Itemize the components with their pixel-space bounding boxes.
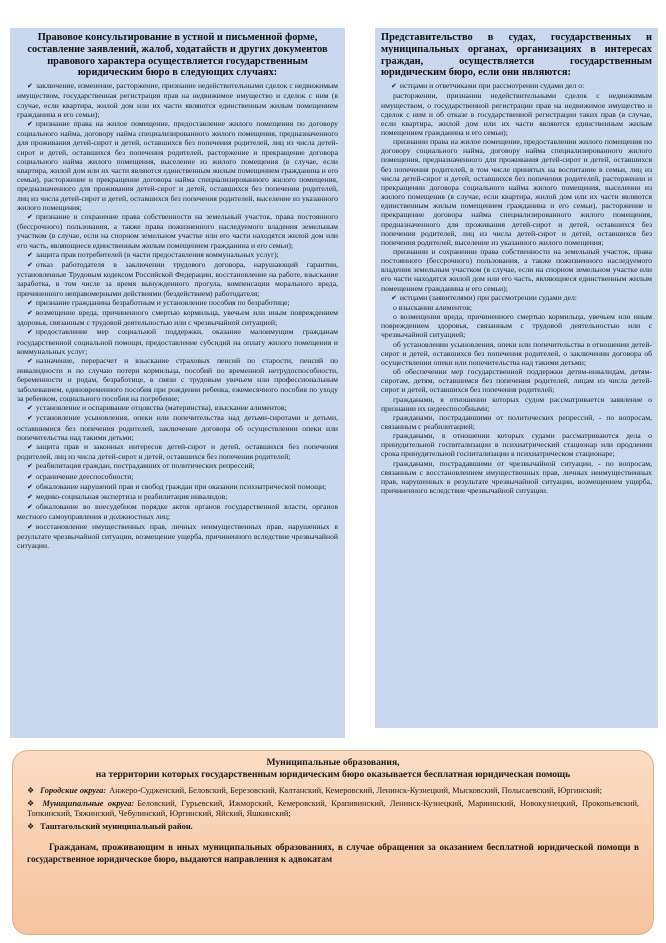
left-list-item-text: заключение, изменение, расторжение, признание недействительными сделок с недвижимым имуществом, государственная регистрация прав на недвижимое имущество и сделок с ним (в случае, если квартира, жилой дом или их части являются единственным жилым помещением гражданина и его семьи);	[17, 81, 338, 119]
left-list-item-text: ограничение дееспособности;	[35, 471, 134, 481]
left-list-item-text: медико-социальная экспертиза и реабилитация инвалидов;	[35, 491, 228, 501]
left-list-item	[17, 327, 338, 356]
checkmark-icon: ✔	[27, 492, 33, 501]
right-item-text: гражданами, в отношении которых судами рассматриваются дела о принудительной госпитализации в психиатрический стационар или продлении срока принудительной госпитализации в психиатрическом стационаре;	[381, 431, 652, 459]
left-column-title: Правовое консультирование в устной и письменной форме, составление заявлений, жалоб, ходатайств и других документов правового характера осуществляется государственным юридическим бюро в следующих случаях:	[27, 32, 328, 79]
municipality-bullet-text: Анжеро-Судженский, Беловский, Березовский, Калтанский, Кемеровский, Ленинск-Кузнецкий, Мысковский, Полысаевский, Юргинский;	[109, 786, 602, 795]
left-list-item-text: установление усыновления, опеки или попечительства над детьми-сиротами и детьми, оставшимися без попечения родителей, заключение договора об осуществлении опеки или попечительства над такими детьми;	[17, 413, 338, 442]
right-item-text: о возмещении вреда, причиненного смертью кормильца, увечьем или иным повреждением здоровья, связанным с трудовой деятельностью или с чрезвычайной ситуацией;	[381, 312, 652, 340]
right-sub-item	[381, 312, 652, 339]
left-list-item	[17, 442, 338, 461]
right-sub-item	[381, 413, 652, 431]
right-item-text: расторжении, признании недействительными сделок с недвижимым имуществом, о государственной регистрации прав на недвижимое имущество и сделок с ним и об отказе в государственной регистрации таких прав (в случае, если квартира, жилой дом или их части являются единственным жилым помещением гражданина и его семьи);	[381, 91, 652, 137]
municipalities-list	[27, 786, 639, 832]
left-list-item	[17, 461, 338, 471]
right-item-text: истцами (заявителями) при рассмотрении судами дел:	[399, 292, 577, 302]
right-sub-item	[381, 340, 652, 367]
right-sub-item	[381, 303, 652, 312]
right-item-text: об установлении усыновления, опеки или попечительства в отношении детей-сирот и детей, оставшихся без попечения родителей, о заключении договора об осуществлении опеки или попечительства над такими детьми;	[381, 339, 652, 367]
left-list-item	[17, 502, 338, 521]
left-list-item	[17, 482, 338, 492]
checkmark-icon: ✔	[391, 82, 397, 91]
checkmark-icon: ✔	[27, 472, 33, 481]
right-sub-item	[381, 91, 652, 137]
left-list-item	[17, 81, 338, 119]
checkmark-icon: ✔	[27, 522, 33, 531]
left-list-item	[17, 472, 338, 482]
left-list-item-text: обжалование во внесудебном порядке актов органов государственной власти, органов местного самоуправления и должностных лиц;	[17, 502, 338, 522]
right-items-list	[381, 81, 652, 495]
right-sub-item	[381, 367, 652, 394]
left-list-item	[17, 308, 338, 327]
left-list-item	[17, 492, 338, 502]
municipalities-panel	[12, 750, 654, 935]
checkmark-icon: ✔	[27, 414, 33, 423]
right-item-text: гражданами, пострадавшими от чрезвычайной ситуации, - по вопросам, связанным с восстановлением имущественных прав, личных неимущественных прав, нарушенных в результате чрезвычайной ситуации, возмещением ущерба, причиненного вследствие чрезвычайной ситуации.	[381, 458, 652, 496]
checkmark-icon: ✔	[27, 328, 33, 337]
left-list-item-text: обжалование нарушений прав и свобод граждан при оказании психиатрической помощи;	[35, 481, 327, 491]
left-list-item-text: предоставление мер социальной поддержки, оказание малоимущим гражданам государственной социальной помощи, предоставление субсидий на оплату жилого помещения и коммунальных услуг;	[17, 327, 338, 356]
municipality-bullet-label: Муниципальные округа:	[42, 798, 135, 808]
right-item-text: о взыскании алиментов;	[393, 302, 472, 312]
municipality-bullet-text: Таштагольский муниципальный район.	[40, 821, 193, 831]
checkmark-icon: ✔	[27, 404, 33, 413]
checkmark-icon: ✔	[27, 503, 33, 512]
left-list-item-text: признание гражданина безработным и установление пособия по безработице;	[35, 297, 290, 307]
checkmark-icon: ✔	[27, 482, 33, 491]
municipality-bullet	[27, 822, 639, 833]
left-list-item	[17, 413, 338, 442]
municipalities-title	[27, 757, 639, 780]
left-list-item-text: установление и оспаривание отцовства (материнства), взыскание алиментов;	[35, 403, 287, 413]
left-list-item-text: реабилитация граждан, пострадавших от политических репрессий;	[35, 461, 255, 471]
left-column-panel	[10, 28, 345, 738]
right-item-text: истцами и ответчиками при рассмотрении судами дел о:	[399, 81, 585, 91]
left-list-item-text: возмещение вреда, причиненного смертью кормильца, увечьем или иным повреждением здоровья, связанным с трудовой деятельностью или с чрезвычайной ситуацией;	[17, 308, 338, 328]
diamond-bullet-icon: ❖	[27, 821, 35, 831]
left-list-item	[17, 212, 338, 250]
right-item-text: гражданами, в отношении которых судом рассматривается заявление о признании их недееспособными;	[381, 394, 652, 413]
right-sub-item	[381, 459, 652, 496]
diamond-bullet-icon: ❖	[27, 786, 35, 795]
left-list-item-text: отказ работодателя в заключении трудового договора, нарушающий гарантии, установленные Трудовым кодексом Российской Федерации, восстановление на работе, взыскание заработка, в том числе за время вынужденного прогула, компенсации морального вреда, причиненного неправомерными действиями (бездействием) работодателя;	[17, 260, 338, 298]
left-list-item-text: защита прав потребителей (в части предоставления коммунальных услуг);	[35, 249, 279, 259]
left-list-item-text: защита прав и законных интересов детей-сирот и детей, оставшихся без попечения родителей, лиц из числа детей-сирот и детей, оставшихся без попечения родителей;	[17, 441, 338, 462]
municipality-bullet	[27, 786, 639, 797]
checkmark-icon: ✔	[27, 261, 33, 270]
referral-note: Гражданам, проживающим в иных муниципальных образованиях, в случае обращения за оказанием бесплатной юридической помощи в государственное юридическое бюро, выдаются направления к адвокатам	[27, 842, 639, 864]
right-list-item	[381, 293, 652, 303]
right-item-text: признании и сохранении права собственности на земельный участок, права постоянного (бессрочного) пользования, а также пожизненного наследуемого владения земельным участком (в случае, если на спорном земельном участке или его части находятся жилой дом или его часть, являющиеся единственным жилым помещением гражданина и его семьи);	[381, 247, 652, 293]
right-item-text: об обеспечении мер государственной поддержки детям-инвалидам, детям-сиротам, детям, оставшимся без попечения родителей, лицам из числа детей-сирот и детей, оставшихся без попечения родителей;	[381, 367, 652, 395]
left-list-item	[17, 403, 338, 413]
municipalities-title-line1: Муниципальные образования,	[266, 757, 400, 768]
left-list-item	[17, 250, 338, 260]
diamond-bullet-icon: ❖	[27, 798, 37, 808]
right-sub-item	[381, 395, 652, 413]
checkmark-icon: ✔	[27, 442, 33, 451]
left-list-item	[17, 356, 338, 403]
checkmark-icon: ✔	[27, 120, 33, 128]
checkmark-icon: ✔	[27, 82, 33, 91]
municipality-bullet-text: Беловский, Гурьевский, Ижморский, Кемеровский, Крапивинский, Ленинск-Кузнецкий, Мариинский, Новокузнецкий, Прокопьевский, Топкинский, Тяжинский, Чебулинский, Юргинский, Яйский, Яшкинский;	[27, 798, 640, 819]
left-list-item-text: признание права на жилое помещение, предоставление жилого помещения по договору социального найма, договору найма специализированного жилого помещения, предназначенного для проживания детей-сирот и детей, оставшихся без попечения родителей, лиц из числа детей-сирот и детей, оставшихся без попечения родителей, расторжение и прекращение договора социального найма жилого помещения, выселение из жилого помещения (в случае, если квартира, жилой дом или их части являются единственным жилым помещением гражданина и его семьи), расторжение и прекращение договора найма специализированного жилого помещения, предназначенного для проживания детей-сирот и детей, оставшихся без попечения родителей, лиц из числа детей-сирот и детей, оставшихся без попечения родителей, выселение из указанного жилого помещения;	[17, 119, 338, 212]
right-sub-item	[381, 137, 652, 247]
left-list-item-text: признание и сохранение права собственности на земельный участок, права постоянного (бессрочного) пользования, а также права пожизненного наследуемого владения земельным участком (в случае, если на спорном земельном участке или его части находятся жилой дом или его часть, являющиеся единственным жилым помещением гражданина и его семьи);	[17, 212, 338, 250]
right-column-title: Представительство в судах, государственных и муниципальных органах, организациях в интересах граждан, осуществляется государственным юридическим бюро, если они являются:	[381, 32, 652, 79]
left-list-item	[17, 260, 338, 298]
right-column-panel	[375, 28, 658, 728]
right-sub-item	[381, 431, 652, 458]
checkmark-icon: ✔	[27, 462, 33, 471]
municipalities-title-line2: на территории которых государственным юридическим бюро оказывается бесплатная юридическая помощь	[95, 768, 571, 780]
left-list-item	[17, 119, 338, 212]
right-item-text: гражданами, пострадавшими от политических репрессий, - по вопросам, связанным с реабилитацией;	[381, 412, 652, 431]
left-list-item	[17, 522, 338, 551]
checkmark-icon: ✔	[27, 250, 33, 259]
municipality-bullet	[27, 799, 639, 820]
left-items-list	[17, 81, 338, 550]
municipality-bullet-label: Городские округа:	[40, 786, 107, 795]
left-list-item-text: назначение, перерасчет и взыскание страховых пенсий по старости, пенсий по инвалидности и по случаю потери кормильца, пособий по временной нетрудоспособности, беременности и родам, безработице, в связи с трудовым увечьем или профессиональным заболеванием, единовременного пособия при рождении ребенка, ежемесячного пособия по уходу за ребенком, социального пособия на погребение;	[17, 356, 338, 403]
right-sub-item	[381, 247, 652, 293]
checkmark-icon: ✔	[27, 309, 33, 318]
checkmark-icon: ✔	[391, 293, 397, 302]
left-list-item	[17, 298, 338, 308]
left-list-item-text: восстановление имущественных прав, личных неимущественных прав, нарушенных в результате чрезвычайной ситуации, возмещение ущерба, причиненного вследствие чрезвычайной ситуации.	[17, 521, 338, 550]
right-list-item	[381, 81, 652, 91]
checkmark-icon: ✔	[27, 213, 33, 222]
checkmark-icon: ✔	[27, 357, 33, 366]
right-item-text: признании права на жилое помещение, предоставлении жилого помещения по договору социального найма, договору найма специализированного жилого помещения, предназначенного для проживания детей-сирот и детей, оставшихся без попечения родителей, в том числе принятых на воспитание в семьи, лиц из числа детей-сирот и детей, оставшихся без попечения родителей, расторжении и прекращении договора социального найма жилого помещения, выселении из жилого помещения (в случае, если квартира, жилой дом или их части являются единственным жилым помещением гражданина и его семьи), расторжение и прекращение договора найма специализированного жилого помещения, предназначенного для проживания детей-сирот и детей, оставшихся без попечения родителей, лиц из числа детей-сирот и детей, оставшихся без попечения родителей, выселение из указанного жилого помещения;	[381, 137, 652, 247]
checkmark-icon: ✔	[27, 298, 33, 307]
